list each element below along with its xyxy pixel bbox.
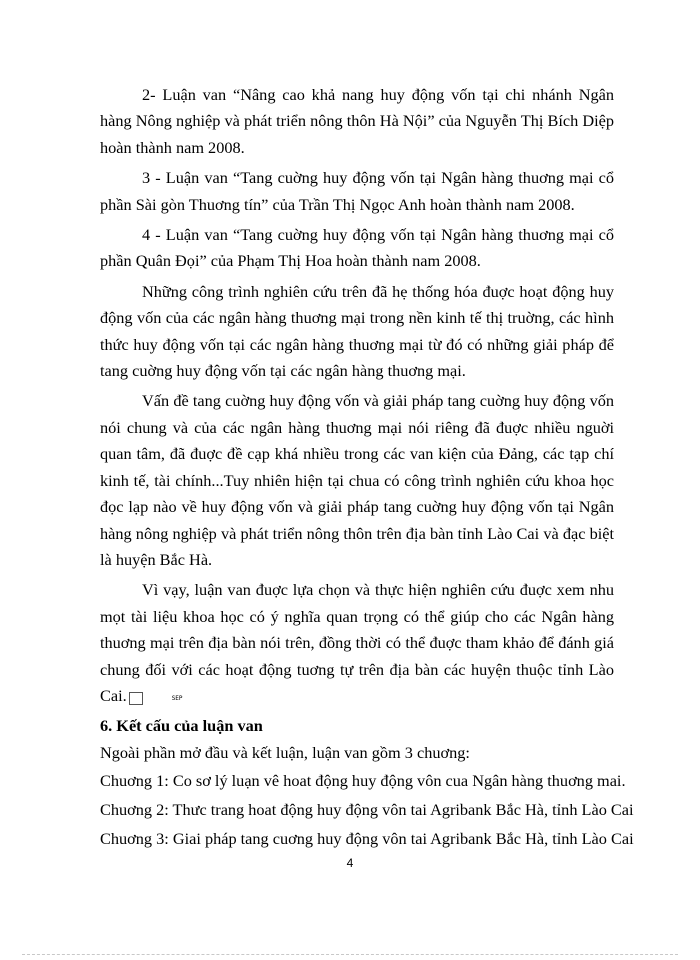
chapter-3-line: Chuơng 3: Giai pháp tang cuơng huy động vôn tai Agribank Bắc Hà, tỉnh Lào Cai bbox=[100, 828, 634, 848]
section-heading: 6. Kết cấu của luận van bbox=[100, 716, 263, 736]
paragraph-review-summary: Những công trình nghiên cứu trên đã hẹ thống hóa đuợc hoạt động huy động vốn của các ngân hàng thuơng mại trong nền kinh tế thị truờng, các hình thức huy động vốn tại các ngân hàng thuơng mại từ đó có những giải pháp để tang cuờng huy động vốn tại các ngân hàng thuơng mại. bbox=[100, 281, 614, 381]
paragraph-thesis-significance bbox=[100, 577, 614, 709]
chapter-2-line: Chuơng 2: Thưc trang hoat động huy động vôn tai Agribank Bắc Hà, tỉnh Lào Cai bbox=[100, 799, 634, 819]
sep-symbol-icon: SEP bbox=[129, 692, 143, 705]
page-bottom-divider bbox=[22, 954, 678, 955]
chapter-1-line: Chuơng 1: Co sơ lý luạn vê hoat động huy động vôn cua Ngân hàng thuơng mai. bbox=[100, 771, 626, 791]
paragraph-reference-3: 3 - Luận van “Tang cuờng huy động vốn tại Ngân hàng thuơng mại cổ phần Sài gòn Thuơng tín” của Trần Thị Ngọc Anh hoàn thành nam 2008. bbox=[100, 168, 614, 214]
paragraph-research-gap: Vấn đề tang cuờng huy động vốn và giải pháp tang cuờng huy động vốn nói chung và của các ngân hàng thuơng mại nói riêng đã đuợc nhiều nguời quan tâm, đã đuợc đề cạp khá nhiều trong các van kiện của Đảng, các tạp chí kinh tế, tài chính...Tuy nhiên hiện tại chua có công trình nghiên cứu khoa học đọc lạp nào về huy động vốn và giải pháp tang cuờng huy động vốn tại Ngân hàng nông nghiệp và phát triển nông thôn trên địa bàn tỉnh Lào Cai và đạc biệt là huyện Bắc Hà. bbox=[100, 391, 614, 569]
page-number: 4 bbox=[346, 856, 354, 870]
paragraph-thesis-significance-text: Vì vạy, luận van đuợc lựa chọn và thực hiện nghiên cứu đuợc xem nhu mọt tài liệu khoa học có ý nghĩa quan trọng có thể giúp cho các Ngân hàng thuơng mại trên địa bàn nói trên, đồng thời có thể đuợc tham khảo để đánh giá chung đối với các hoạt động tuơng tự trên địa bàn các huyện thuộc tỉnh Lào Cai. bbox=[100, 580, 614, 705]
structure-intro: Ngoài phần mở đầu và kết luận, luận van gồm 3 chuơng: bbox=[100, 742, 470, 762]
paragraph-reference-2: 2- Luận van “Nâng cao khả nang huy động vốn tại chi nhánh Ngân hàng Nông nghiệp và phát triển nông thôn Hà Nội” của Nguyễn Thị Bích Diệp hoàn thành nam 2008. bbox=[100, 85, 614, 157]
page-content bbox=[100, 82, 634, 854]
paragraph-reference-4: 4 - Luận van “Tang cuờng huy động vốn tại Ngân hàng thuơng mại cổ phần Quân Đọi” của Phạm Thị Hoa hoàn thành nam 2008. bbox=[100, 225, 614, 271]
